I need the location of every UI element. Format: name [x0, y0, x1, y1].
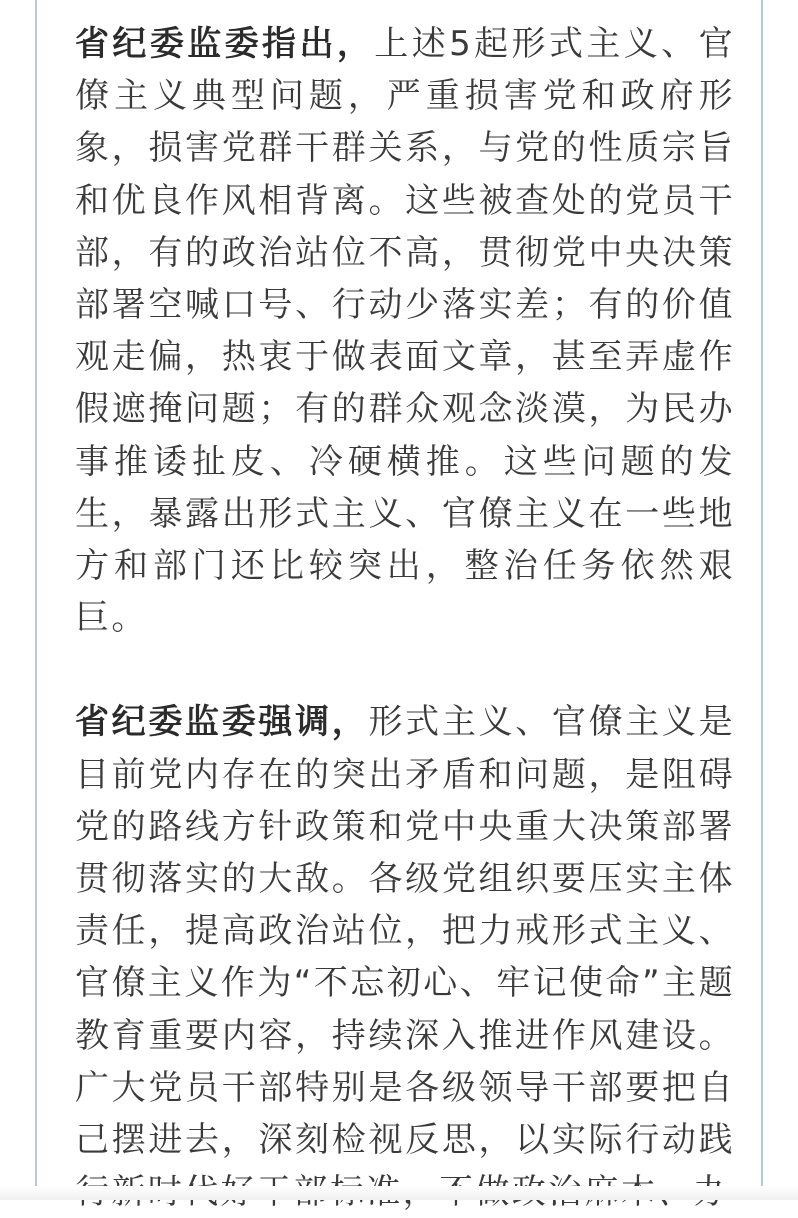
paragraph-text-1: 上述5起形式主义、官僚主义典型问题，严重损害党和政府形象，损害党群干群关系，与党的性质宗旨和优良作风相背离。这些被查处的党员干部，有的政治站位不高，贯彻党中央决策部署空喊口号、行动少落实差；有的价值观走偏，热衷于做表面文章，甚至弄虚作假遮掩问题；有的群众观念淡漠，为民办事推诿扯皮、冷硬横推。这些问题的发生，暴露出形式主义、官僚主义在一些地方和部门还比较突出，整治任务依然艰巨。 — [75, 24, 735, 639]
article-paragraph-1 — [75, 18, 735, 644]
article-body — [75, 18, 735, 1218]
paragraph-lead-1: 省纪委监委指出， — [75, 24, 375, 64]
paragraph-lead-2: 省纪委监委强调， — [75, 702, 369, 743]
article-paragraph-2 — [75, 696, 735, 1218]
paragraph-text-2: 形式主义、官僚主义是目前党内存在的突出矛盾和问题，是阻碍党的路线方针政策和党中央重大决策部署贯彻落实的大敌。各级党组织要压实主体责任，提高政治站位，把力戒形式主义、官僚主义作为“不忘初心、牢记使命”主题教育重要内容，持续深入推进作风建设。广大党员干部特别是各级领导干部要把自己摆进去，深刻检视反思，以实际行动践 — [75, 702, 736, 1161]
bottom-edge — [0, 1186, 798, 1200]
